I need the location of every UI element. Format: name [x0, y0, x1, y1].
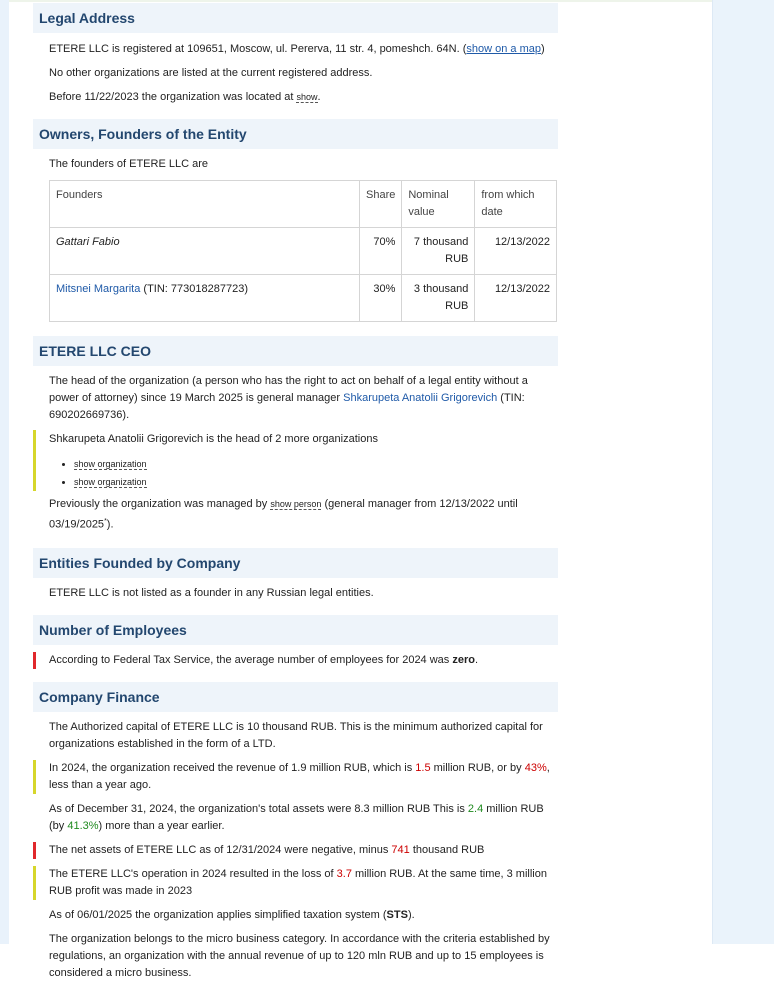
assets-growth-percent: 41.3% [67, 819, 99, 832]
table-header-row [50, 181, 557, 228]
ceo-description [33, 373, 558, 424]
no-other-orgs-text: No other organizations are listed at the current registered address. [49, 67, 373, 79]
share-cell: 70% [360, 228, 402, 275]
list-item [74, 455, 558, 473]
ceo-heading: ETERE LLC CEO [33, 336, 558, 366]
employees-sentence: According to Federal Tax Service, the average number of employees for 2024 was [49, 653, 450, 666]
date-cell: 12/13/2022 [475, 228, 557, 275]
assets-sentence: As of December 31, 2024, the organization's total assets were 8.3 million RUB This is [49, 802, 468, 815]
employees-text [33, 652, 558, 669]
founder-name-cell [50, 228, 360, 275]
founders-table [49, 180, 557, 322]
previous-ceo-text [33, 496, 558, 534]
footnote-marker: * [104, 518, 107, 525]
revenue-drop-percent: 43% [524, 761, 547, 774]
entities-founded-heading: Entities Founded by Company [33, 548, 558, 578]
left-page-strip [0, 0, 9, 944]
loss-text [33, 866, 558, 900]
revenue-sentence-end: , less than a year ago. [49, 761, 550, 791]
previous-address-sentence: Before 11/22/2023 the organization was located at [49, 91, 294, 103]
ceo-other-orgs-note: Shkarupeta Anatolii Grigorevich is the head of 2 more organizations [49, 433, 378, 445]
share-cell: 30% [360, 275, 402, 322]
authorized-capital-text: The Authorized capital of ETERE LLC is 10 thousand RUB. This is the minimum authorized capital for organizations established in the form of a LTD. [49, 720, 543, 750]
previous-ceo-sentence: Previously the organization was managed by [49, 498, 268, 510]
entities-founded-text: ETERE LLC is not listed as a founder in any Russian legal entities. [49, 586, 374, 599]
main-content [33, 0, 558, 982]
show-previous-address-link[interactable]: show [296, 92, 318, 102]
ceo-other-orgs-block [33, 430, 558, 491]
show-person-link[interactable]: show person [270, 499, 322, 509]
period: . [474, 653, 479, 666]
founder-tin: (TIN: 773018287723) [140, 283, 248, 295]
list-item [74, 473, 558, 491]
legal-address-text [33, 41, 558, 58]
legal-address-heading: Legal Address [33, 3, 558, 33]
period: . [317, 91, 321, 103]
net-assets-unit: thousand RUB [409, 843, 485, 856]
table-row [50, 275, 557, 322]
ceo-name-link[interactable]: Shkarupeta Anatolii Grigorevich [343, 392, 498, 404]
assets-sentence-mid: million RUB (by [49, 802, 544, 832]
net-assets-value: 741 [391, 843, 410, 856]
col-share: Share [360, 181, 402, 228]
ceo-sentence: The head of the organization (a person who has the right to act on behalf of a legal entity without a power of attorney) since 19 March 2025 is general manager [49, 375, 528, 404]
paren-close: ). [106, 518, 114, 531]
loss-value: 3.7 [336, 867, 352, 880]
taxation-text [33, 907, 558, 924]
other-orgs-list [49, 455, 558, 491]
founders-intro: The founders of ETERE LLC are [49, 158, 208, 170]
previous-address-text [33, 89, 558, 106]
nominal-cell: 7 thousand RUB [402, 228, 475, 275]
show-on-map-link[interactable]: show on a map [466, 43, 541, 55]
revenue-sentence: In 2024, the organization received the revenue of 1.9 million RUB, which is [49, 761, 416, 774]
employees-heading: Number of Employees [33, 615, 558, 645]
legal-address-sentence: ETERE LLC is registered at 109651, Moscow, ul. Pererva, 11 str. 4, pomeshch. 64N. ( [49, 43, 467, 55]
founder-name-link[interactable]: Mitsnei Margarita [56, 283, 141, 295]
col-founders: Founders [50, 181, 360, 228]
owners-heading: Owners, Founders of the Entity [33, 119, 558, 149]
net-assets-text [33, 842, 558, 859]
right-sidebar-panel [712, 0, 774, 944]
table-row [50, 228, 557, 275]
net-assets-sentence: The net assets of ETERE LLC as of 12/31/2024 were negative, minus [49, 843, 392, 856]
col-nominal-value: Nominal value [402, 181, 475, 228]
revenue-text [33, 760, 558, 794]
founder-name: Gattari Fabio [56, 236, 120, 248]
assets-text [33, 801, 558, 835]
assets-growth-value: 2.4 [467, 802, 484, 815]
revenue-sentence-mid: million RUB, or by [430, 761, 525, 774]
loss-sentence-end: million RUB. At the same time, 3 million RUB profit was made in 2023 [49, 867, 547, 897]
ceo-tin: (TIN: 690202669736). [49, 392, 525, 421]
nominal-cell: 3 thousand RUB [402, 275, 475, 322]
taxation-system: STS [386, 908, 408, 921]
show-organization-link[interactable]: show organization [74, 459, 147, 469]
revenue-drop-value: 1.5 [415, 761, 431, 774]
finance-heading: Company Finance [33, 682, 558, 712]
employees-count: zero [452, 653, 475, 666]
paren-close: ) [541, 43, 545, 55]
assets-sentence-end: ) more than a year earlier. [98, 819, 225, 832]
show-organization-link[interactable]: show organization [74, 477, 147, 487]
paren-close: ). [407, 908, 415, 921]
founder-name-cell [50, 275, 360, 322]
micro-business-text: The organization belongs to the micro business category. In accordance with the criteria established by regulations, an organization with the annual revenue of up to 120 mln RUB and up to 15 employees is considered a micro business. [49, 932, 550, 979]
loss-sentence: The ETERE LLC's operation in 2024 resulted in the loss of [49, 867, 337, 880]
date-cell: 12/13/2022 [475, 275, 557, 322]
col-from-date: from which date [475, 181, 557, 228]
taxation-sentence: As of 06/01/2025 the organization applies simplified taxation system ( [49, 908, 387, 921]
previous-ceo-period: (general manager from 12/13/2022 until 03/19/2025 [49, 498, 518, 531]
